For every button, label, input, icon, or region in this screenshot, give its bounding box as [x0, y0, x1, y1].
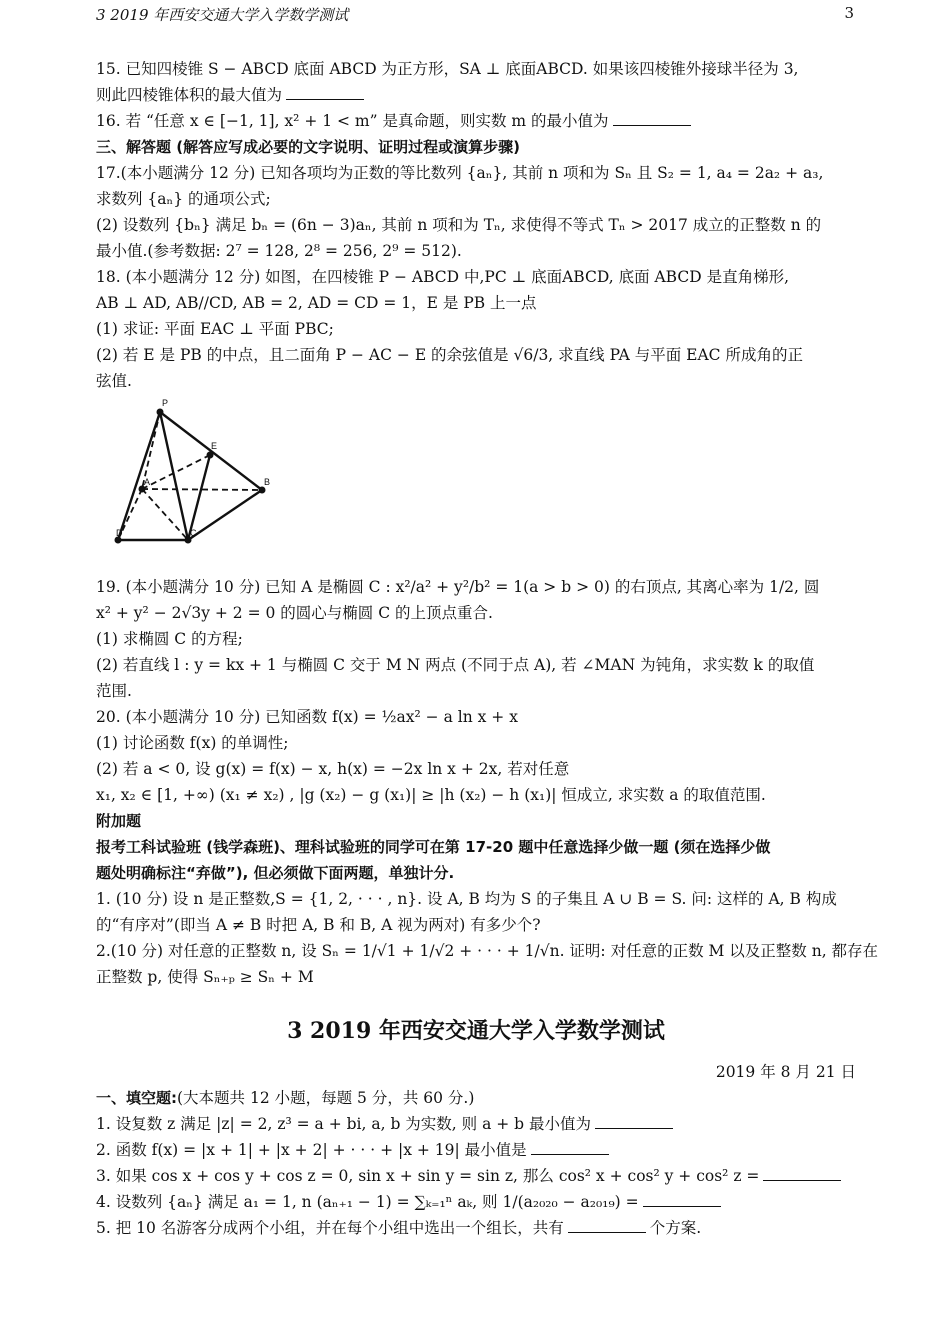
label-b: B — [264, 477, 271, 487]
q20-line2: (1) 讨论函数 f(x) 的单调性; — [96, 734, 289, 752]
q16-text: 16. 若 “任意 x ∈ [−1, 1], x² + 1 < m” 是真命题，则实数 m 的最小值为 — [96, 112, 609, 130]
pyramid-figure — [96, 394, 856, 574]
page-content — [96, 56, 879, 1241]
p3-line — [96, 1163, 856, 1189]
q19-line1: 19. (本小题满分 10 分) 已知 A 是椭圆 C : x²/a² + y²/b² = 1(a > b > 0) 的右顶点, 其离心率为 1/2, 圆 — [96, 578, 820, 596]
q17-line4: 最小值.(参考数据: 2⁷ = 128, 2⁸ = 256, 2⁹ = 512). — [96, 242, 462, 260]
extra-note-line1: 报考工科试验班 (钱学森班)、理科试验班的同学可在第 17-20 题中任意选择少做一题 (须在选择少做 — [96, 838, 771, 856]
q20-line3: (2) 若 a < 0, 设 g(x) = f(x) − x, h(x) = −2x ln x + 2x, 若对任意 — [96, 760, 570, 778]
p3-text: 3. 如果 cos x + cos y + cos z = 0, sin x + sin y = sin z, 那么 cos² x + cos² y + cos² z = — [96, 1167, 760, 1185]
q15-text: 则此四棱锥体积的最大值为 — [96, 86, 283, 104]
pyramid-diagram — [104, 398, 274, 568]
label-a: A — [144, 477, 151, 487]
q20-line1: 20. (本小题满分 10 分) 已知函数 f(x) = ½ax² − a ln x + x — [96, 708, 518, 726]
q18-line5: 弦值. — [96, 372, 132, 390]
q20-line4: x₁, x₂ ∈ [1, +∞) (x₁ ≠ x₂) , |g (x₂) − g (x₁)| ≥ |h (x₂) − h (x₁)| 恒成立, 求实数 a 的取值范围. — [96, 786, 766, 804]
q16-line — [96, 108, 856, 134]
fill-desc: (大本题共 12 小题，每题 5 分，共 60 分.) — [177, 1089, 475, 1107]
label-d: D — [116, 528, 123, 538]
q17-line1: 17.(本小题满分 12 分) 已知各项均为正数的等比数列 {aₙ}, 其前 n 项和为 Sₙ 且 S₂ = 1, a₄ = 2a₂ + a₃, — [96, 164, 824, 182]
running-header — [96, 4, 854, 26]
p5-text: 5. 把 10 名游客分成两个小组，并在每个小组中选出一个组长，共有 — [96, 1219, 564, 1237]
answer-blank — [643, 1192, 721, 1207]
q17-line3: (2) 设数列 {bₙ} 满足 bₙ = (6n − 3)aₙ, 其前 n 项和为 Tₙ, 求使得不等式 Tₙ > 2017 成立的正整数 n 的 — [96, 216, 822, 234]
answer-blank — [595, 1114, 673, 1129]
header-title: 3 2019 年西安交通大学入学数学测试 — [96, 6, 349, 24]
p4-line — [96, 1189, 856, 1215]
q17-line2: 求数列 {aₙ} 的通项公式; — [96, 190, 271, 208]
extra-note-line2: 题处明确标注“弃做”), 但必须做下面两题，单独计分. — [96, 864, 455, 882]
answer-blank — [286, 85, 364, 100]
p5-tail: 个方案. — [649, 1219, 702, 1237]
answer-blank — [763, 1166, 841, 1181]
section-title: 3 2019 年西安交通大学入学数学测试 — [287, 1018, 665, 1044]
p2-line — [96, 1137, 856, 1163]
answer-blank — [531, 1140, 609, 1155]
extra-q1-line1: 1. (10 分) 设 n 是正整数,S = {1, 2, · · · , n}. 设 A, B 均为 S 的子集且 A ∪ B = S. 问: 这样的 A, B 构成 — [96, 890, 837, 908]
q15-line2 — [96, 82, 856, 108]
answer-blank — [613, 111, 691, 126]
p2-text: 2. 函数 f(x) = |x + 1| + |x + 2| + · · · + |x + 19| 最小值是 — [96, 1141, 527, 1159]
answer-blank — [568, 1218, 646, 1233]
extra-title: 附加题 — [96, 812, 142, 830]
q18-line4: (2) 若 E 是 PB 的中点，且二面角 P − AC − E 的余弦值是 √6/3, 求直线 PA 与平面 EAC 所成角的正 — [96, 346, 803, 364]
fill-heading — [96, 1085, 856, 1111]
label-c: C — [190, 528, 197, 538]
q19-line2: x² + y² − 2√3y + 2 = 0 的圆心与椭圆 C 的上顶点重合. — [96, 604, 493, 622]
fill-title: 一、填空题: — [96, 1089, 177, 1107]
section-heading: 三、解答题 (解答应写成必要的文字说明、证明过程或演算步骤) — [96, 138, 520, 156]
p5-line — [96, 1215, 856, 1241]
label-p: P — [162, 398, 169, 408]
q15-line1: 15. 已知四棱锥 S − ABCD 底面 ABCD 为正方形，SA ⊥ 底面ABCD. 如果该四棱锥外接球半径为 3, — [96, 60, 799, 78]
q18-line1: 18. (本小题满分 12 分) 如图，在四棱锥 P − ABCD 中,PC ⊥ 底面ABCD, 底面 ABCD 是直角梯形, — [96, 268, 790, 286]
label-e: E — [211, 441, 218, 451]
q18-line2: AB ⊥ AD, AB//CD, AB = 2, AD = CD = 1，E 是 PB 上一点 — [96, 294, 537, 312]
q19-line5: 范围. — [96, 682, 132, 700]
q18-line3: (1) 求证: 平面 EAC ⊥ 平面 PBC; — [96, 320, 334, 338]
extra-q2-line2: 正整数 p, 使得 Sₙ₊ₚ ≥ Sₙ + M — [96, 968, 314, 986]
page-number: 3 — [844, 4, 854, 22]
p1-text: 1. 设复数 z 满足 |z| = 2, z³ = a + bi, a, b 为实数, 则 a + b 最小值为 — [96, 1115, 592, 1133]
p1-line — [96, 1111, 856, 1137]
q19-line4: (2) 若直线 l : y = kx + 1 与椭圆 C 交于 M N 两点 (不同于点 A), 若 ∠MAN 为钝角，求实数 k 的取值 — [96, 656, 815, 674]
extra-q2-line1: 2.(10 分) 对任意的正整数 n, 设 Sₙ = 1/√1 + 1/√2 + · · · + 1/√n. 证明: 对任意的正数 M 以及正整数 n, 都存在 — [96, 942, 879, 960]
p4-text: 4. 设数列 {aₙ} 满足 a₁ = 1, n (aₙ₊₁ − 1) = ∑ₖ₌₁ⁿ aₖ, 则 1/(a₂₀₂₀ − a₂₀₁₉) = — [96, 1193, 639, 1211]
q19-line3: (1) 求椭圆 C 的方程; — [96, 630, 243, 648]
test-date: 2019 年 8 月 21 日 — [715, 1063, 856, 1081]
extra-q1-line2: 的“有序对”(即当 A ≠ B 时把 A, B 和 B, A 视为两对) 有多少个? — [96, 916, 541, 934]
